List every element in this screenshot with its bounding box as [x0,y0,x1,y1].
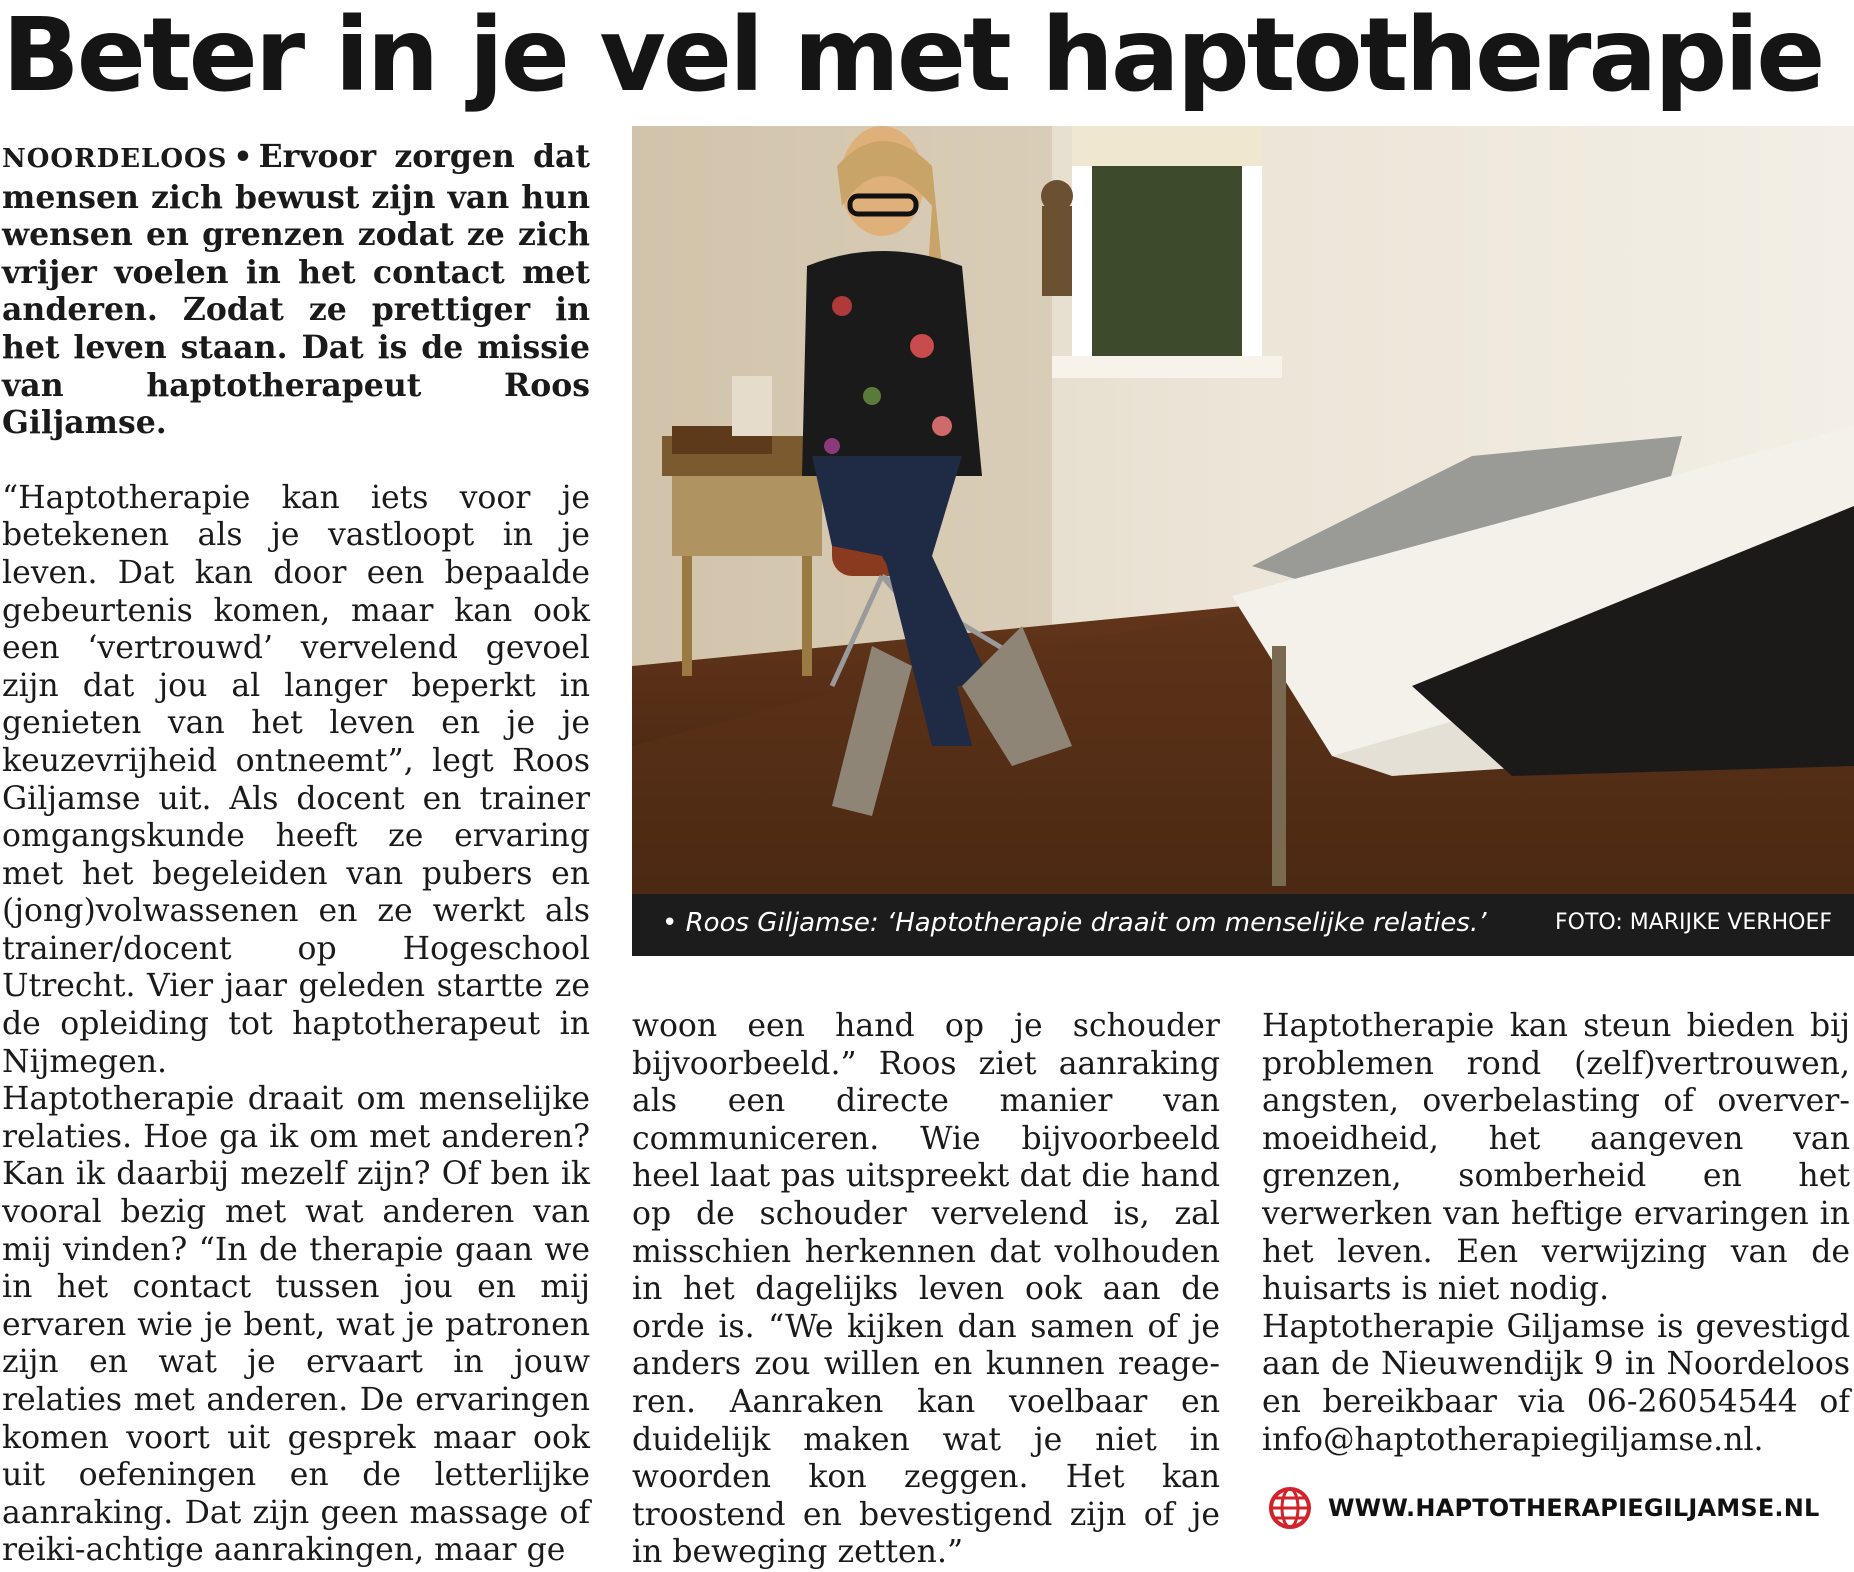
article-column-2 [632,1008,1220,1572]
globe-icon [1268,1486,1312,1530]
article-column-3 [1262,1008,1850,1459]
photo-caption-bar [632,894,1854,956]
body-paragraph: Haptotherapie draait om menselijke relaties. Hoe ga ik om met anderen? Kan ik daarbij mezelf zijn? Of ben ik vooral bezig met wat anderen van mij vinden? “In de therapie gaan we in het contact tussen jou en mij ervaren wie je bent, wat je patronen zijn en wat je ervaart in jouw relaties met anderen. De ervaringen komen voort uit gesprek maar ook uit oefeningen en de letterlijke aanraking. Dat zijn geen massage of reiki-achtige aanrakingen, maar ge [2,1081,590,1569]
lead-text: Ervoor zorgen dat mensen zich bewust zijn van hun wensen en grenzen zodat ze zich vrijer voelen in het contact met anderen. Zodat ze prettiger in het leven staan. Dat is de missie van haptotherapeut Roos Giljamse. [2,138,590,442]
headline: Beter in je vel met haptotherapie [2,0,1823,115]
dateline: NOORDELOOS [2,144,228,174]
body-paragraph: woon een hand op je schouder bijvoorbeeld.” Roos ziet aanraking als een directe manier van communiceren. Wie bijvoorbeeld heel laat pas uitspreekt dat die hand op de schouder vervelend is, zal misschien herkennen dat volhouden in het dagelijks leven ook aan de orde is. “We kijken dan samen of je anders zou willen en kunnen reageren. Aanraken kan voelbaar en duidelijk maken wat je niet in woorden kon zeggen. Het kan troostend en bevestigend zijn of je in beweging zetten.” [632,1008,1220,1571]
website-url[interactable]: WWW.HAPTOTHERAPIEGILJAMSE.NL [1328,1494,1820,1522]
dateline-bullet: • [233,140,253,175]
lead-paragraph [2,138,590,442]
body-paragraph: “Haptotherapie kan iets voor je betekenen als je vastloopt in je leven. Dat kan door een bepaalde gebeurtenis komen, maar kan ook een ‘vertrouwd’ vervelend gevoel zijn dat jou al langer beperkt in genieten van het leven en je je keuzevrijheid ontneemt”, legt Roos Giljamse uit. Als docent en trainer omgangskunde heeft ze ervaring met het begeleiden van pubers en (jong)volwassenen en ze werkt als trainer/docent op Hogeschool Utrecht. Vier jaar geleden startte ze de opleiding tot haptotherapeut in Nijmegen. [2,479,590,1080]
body-paragraph: Haptotherapie kan steun bieden bij problemen rond (zelf)vertrouwen, angsten, overbelasting of oververmoeidheid, het aangeven van grenzen, somberheid en het verwerken van heftige ervaringen in het leven. Een verwijzing van de huisarts is niet nodig. [1262,1008,1850,1308]
photo-caption: • Roos Giljamse: ‘Haptotherapie draait om menselijke relaties.’ [662,908,1487,938]
photo-illustration [632,126,1854,894]
article-photo [632,126,1854,956]
photo-credit: FOTO: MARIJKE VERHOEF [1554,910,1832,935]
body-paragraph: Haptotherapie Giljamse is gevestigd aan de Nieuwendijk 9 in Noordeloos en bereikbaar via 06-26054544 of info@haptotherapiegiljamse.nl. [1262,1308,1850,1458]
website-link[interactable] [1268,1486,1820,1530]
article-column-1 [2,138,590,1570]
